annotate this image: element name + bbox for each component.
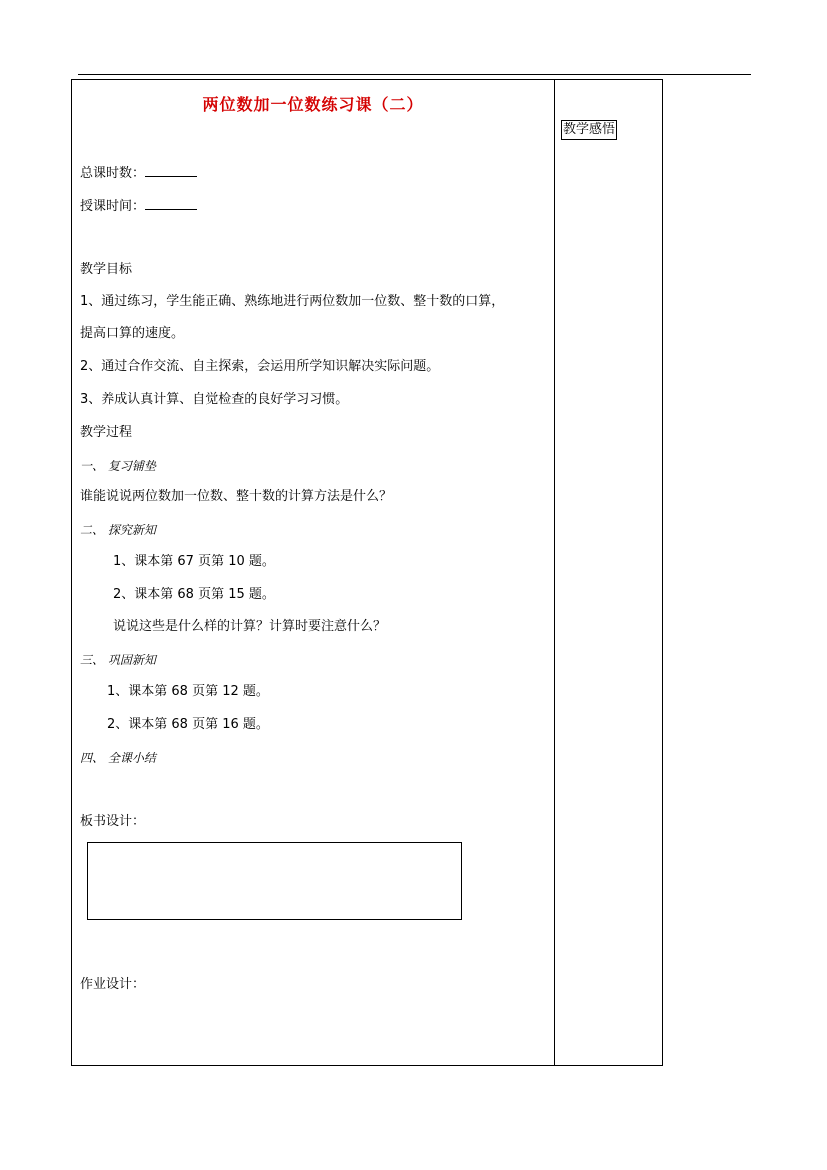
section-3-title: 三、 巩固新知 <box>80 653 156 667</box>
section-3-item-1: 1、课本第 68 页第 12 题。 <box>107 684 269 699</box>
column-divider <box>554 79 555 1066</box>
teach-time-blank <box>145 196 197 210</box>
reflection-label: 教学感悟 <box>561 120 617 140</box>
objective-1-line2: 提高口算的速度。 <box>80 326 185 341</box>
top-rule <box>78 74 751 75</box>
total-hours-label: 总课时数： <box>80 166 146 181</box>
objective-3: 3、养成认真计算、自觉检查的良好学习习惯。 <box>80 392 349 407</box>
section-2-title: 二、 探究新知 <box>80 523 156 537</box>
section-1-title: 一、 复习铺垫 <box>80 459 156 473</box>
section-1-text: 谁能说说两位数加一位数、整十数的计算方法是什么？ <box>80 489 393 504</box>
page-title: 两位数加一位数练习课（二） <box>202 95 424 114</box>
section-4-title: 四、 全课小结 <box>80 751 156 765</box>
section-2-question: 说说这些是什么样的计算？计算时要注意什么？ <box>113 619 387 634</box>
objectives-heading: 教学目标 <box>80 262 133 277</box>
teach-time-row <box>80 196 197 216</box>
section-2-item-2: 2、课本第 68 页第 15 题。 <box>113 587 275 602</box>
teach-time-label: 授课时间： <box>80 199 146 214</box>
total-hours-row <box>80 163 197 183</box>
board-design-label: 板书设计： <box>80 814 146 829</box>
objective-1-line1: 1、通过练习，学生能正确、熟练地进行两位数加一位数、整十数的口算， <box>80 294 505 309</box>
homework-design-label: 作业设计： <box>80 977 146 992</box>
section-2-item-1: 1、课本第 67 页第 10 题。 <box>113 554 275 569</box>
objective-2: 2、通过合作交流、自主探索，会运用所学知识解决实际问题。 <box>80 359 440 374</box>
board-design-box <box>87 842 462 920</box>
total-hours-blank <box>145 163 197 177</box>
section-3-item-2: 2、课本第 68 页第 16 题。 <box>107 717 269 732</box>
process-heading: 教学过程 <box>80 425 133 440</box>
